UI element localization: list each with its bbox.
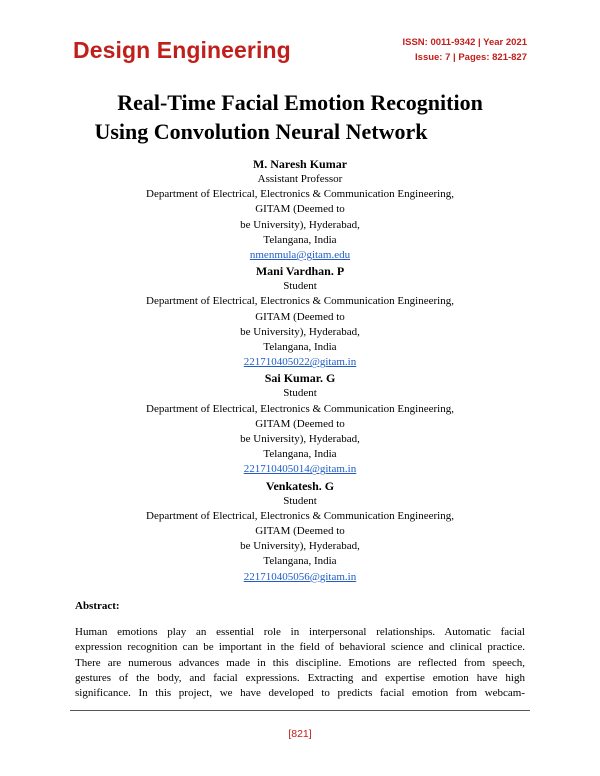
author-email-link[interactable]: 221710405014@gitam.in: [243, 463, 357, 476]
author-name: M. Naresh Kumar: [252, 157, 348, 171]
issue-pages: Issue: 7 | Pages: 821-827: [415, 52, 527, 63]
abstract-text: [75, 625, 525, 701]
abstract-line: significance. In this project, we have developed to predicts facial emotion from webcam-: [75, 687, 525, 700]
author-institution: be University), Hyderabad,: [240, 325, 360, 338]
author-institution: GITAM (Deemed to: [255, 417, 345, 430]
author-institution: be University), Hyderabad,: [240, 433, 360, 446]
author-department: Department of Electrical, Electronics & Communication Engineering,: [146, 295, 454, 308]
author-block: [70, 370, 530, 477]
author-block: [70, 156, 530, 263]
author-institution: GITAM (Deemed to: [255, 310, 345, 323]
paper-title: [0, 88, 600, 146]
author-department: Department of Electrical, Electronics & Communication Engineering,: [146, 188, 454, 201]
abstract-line: There are numerous advances made in this discipline. Emotions are reflected from speech,: [75, 656, 525, 669]
issn-year: ISSN: 0011-9342 | Year 2021: [402, 37, 527, 48]
footer-divider: [70, 710, 530, 711]
author-list: [70, 156, 530, 585]
title-line-2: Using Convolution Neural Network: [94, 119, 428, 144]
author-role: Student: [283, 494, 317, 507]
author-institution: GITAM (Deemed to: [255, 203, 345, 216]
author-email-link[interactable]: nmenmula@gitam.edu: [249, 249, 351, 262]
author-location: Telangana, India: [263, 555, 337, 568]
author-department: Department of Electrical, Electronics & Communication Engineering,: [146, 509, 454, 522]
abstract-line: gestures of the body, and facial expressions. Extracting and expertise emotion have high: [75, 671, 525, 684]
author-email-link[interactable]: 221710405022@gitam.in: [243, 356, 357, 369]
author-location: Telangana, India: [263, 233, 337, 246]
abstract-line: expression recognition can be important in the field of behavioral science and clinical practice.: [75, 641, 525, 654]
title-line-1: Real-Time Facial Emotion Recognition: [117, 90, 483, 115]
journal-name: Design Engineering: [73, 37, 291, 63]
author-name: Sai Kumar. G: [264, 371, 336, 386]
abstract-line: Human emotions play an essential role in interpersonal relationships. Automatic facial: [75, 626, 525, 638]
author-institution: be University), Hyderabad,: [240, 218, 360, 231]
author-role: Assistant Professor: [257, 173, 343, 185]
author-block: [70, 263, 530, 370]
author-name: Venkatesh. G: [265, 478, 335, 493]
author-location: Telangana, India: [263, 448, 337, 461]
author-institution: be University), Hyderabad,: [240, 540, 360, 553]
abstract-heading: Abstract:: [75, 600, 120, 612]
author-role: Student: [283, 387, 317, 400]
author-email-link[interactable]: 221710405056@gitam.in: [243, 570, 357, 583]
page-number: [821]: [288, 728, 312, 740]
issue-info: [403, 35, 528, 65]
author-role: Student: [283, 280, 317, 293]
author-department: Department of Electrical, Electronics & Communication Engineering,: [146, 402, 454, 415]
author-name: Mani Vardhan. P: [255, 264, 345, 279]
author-block: [70, 478, 530, 585]
author-location: Telangana, India: [263, 341, 337, 354]
author-institution: GITAM (Deemed to: [255, 525, 345, 538]
